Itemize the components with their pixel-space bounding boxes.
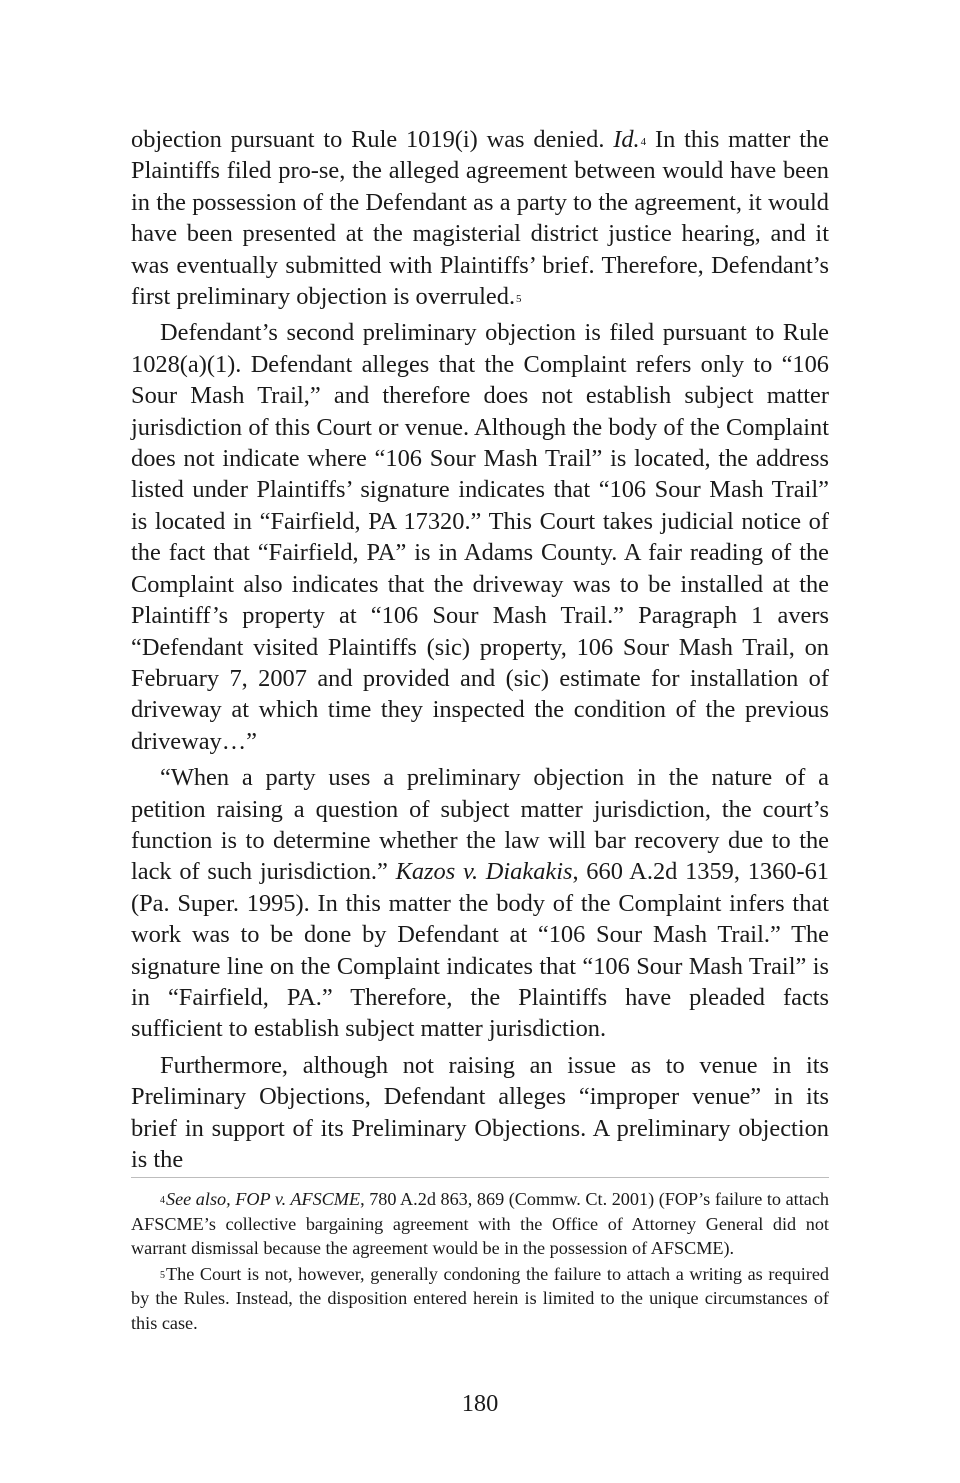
paragraph-3 xyxy=(131,762,829,1045)
paragraph-1 xyxy=(131,124,829,312)
citation-id: Id. xyxy=(613,126,640,153)
footnote-5-text: The Court is not, however, generally condoning the failure to attach a writing as required by the Rules. Instead, the disposition entered herein is limited to the unique circumstances of this case. xyxy=(131,1263,829,1333)
paragraph-3-text-a: “When a party uses a preliminary objection in the nature of a petition raising a question of subject matter jurisdiction, the court’s function is to determine whether the law will bar recovery due to the lack of such jurisdiction.” xyxy=(131,764,829,886)
paragraph-1-text-a: objection pursuant to Rule 1019(i) was denied. xyxy=(131,126,614,153)
page-number: 180 xyxy=(461,1390,499,1417)
paragraph-3-text-b: , 660 A.2d 1359, 1360-61 (Pa. Super. 1995). In this matter the body of the Complaint infers that work was to be done by Defendant at “106 Sour Mash Trail.” The signature line on the Complaint indicates that “106 Sour Mash Trail” is in “Fairfield, PA.” Therefore, the Plaintiffs have pleaded facts sufficient to establish subject matter jurisdiction. xyxy=(131,858,829,1043)
footnote-4-text: , 780 A.2d 863, 869 (Commw. Ct. 2001) (FOP’s failure to attach AFSCME’s collective bargaining agreement with the Office of Attorney General did not warrant dismissal because the agreement would be in the possession of AFSCME). xyxy=(131,1189,829,1258)
paragraph-4: Furthermore, although not raising an issue as to venue in its Preliminary Objections, Defendant alleges “improper venue” in its brief in support of its Preliminary Objections. A preliminary objection is the xyxy=(131,1051,829,1173)
footnote-4-mark: 4 xyxy=(160,1195,165,1206)
paragraph-2: Defendant’s second preliminary objection is filed pursuant to Rule 1028(a)(1). Defendant alleges that the Complaint refers only to “106 Sour Mash Trail,” and therefore does not establish subject matter jurisdiction of this Court or venue. Although the body of the Complaint does not indicate where “106 Sour Mash Trail” is located, the address listed under Plaintiffs’ signature indicates that “106 Sour Mash Trail” is located in “Fairfield, PA 17320.” This Court takes judicial notice of the fact that “Fairfield, PA” is in Adams County. A fair reading of the Complaint also indicates that the driveway was to be installed at the Plaintiff’s property at “106 Sour Mash Trail.” Paragraph 1 avers “Defendant visited Plaintiffs (sic) property, 106 Sour Mash Trail, on February 7, 2007 and provided and (sic) estimate for installation of driveway at which time they inspected the condition of the previous driveway…” xyxy=(131,319,829,755)
footnote-4 xyxy=(131,1187,829,1261)
footnote-4-citation: See also, FOP v. AFSCME xyxy=(166,1189,361,1209)
footnote-ref-5[interactable]: 5 xyxy=(516,293,522,306)
paragraph-1-text-b: In this matter the Plaintiffs filed pro-se, the alleged agreement between would have been in the possession of the Defendant as a party to the agreement, it would have been presented at the magisterial district justice hearing, and it was eventually submitted with Plaintiffs’ brief. Therefore, Defendant’s first preliminary objection is overruled. xyxy=(131,126,830,311)
footnotes xyxy=(131,1187,829,1335)
case-citation: Kazos v. Diakakis xyxy=(395,858,573,886)
footnote-ref-4[interactable]: 4 xyxy=(640,136,647,148)
main-text xyxy=(131,124,829,1175)
footnote-divider xyxy=(131,1177,829,1178)
footnote-5 xyxy=(131,1262,829,1336)
footnote-5-mark: 5 xyxy=(160,1269,165,1281)
